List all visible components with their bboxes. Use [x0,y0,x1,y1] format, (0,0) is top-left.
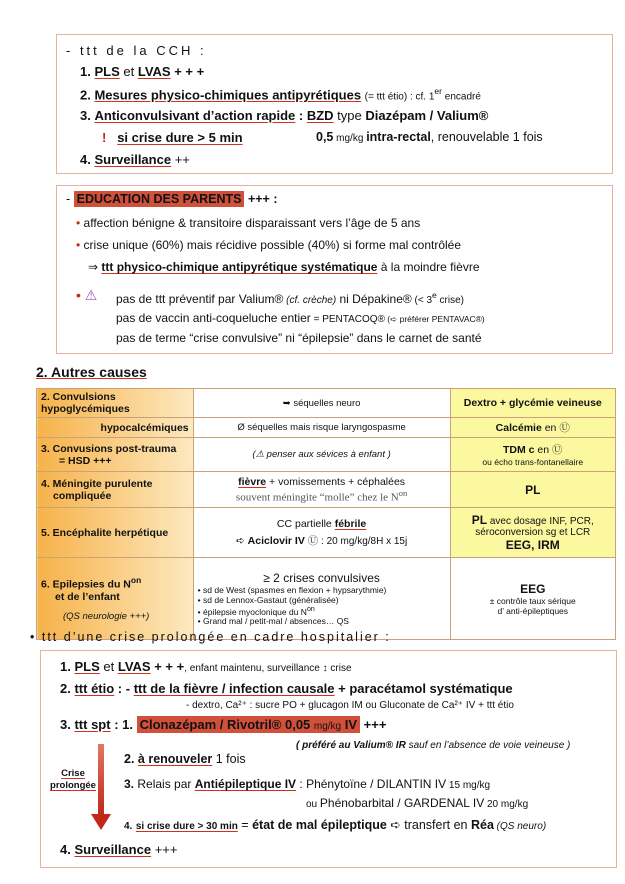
cause-cell: 6. Epilepsies du $N^{on}$ et de l’enfant (QS neurologie +++) [37,558,194,640]
cch-line-3b: ! si crise dure > 5 min [102,130,243,145]
list-item: • sd de Lennox-Gastaut (généralisée) [197,594,339,605]
consequence-cell: Ø séquelles mais risque laryngospasme [193,418,450,438]
exam-cell: Dextro + glycémie veineuse [450,389,616,418]
side-label-crise-prolongee: Crise prolongée [50,768,96,791]
consequence-cell: ➥ séquelles neuro [193,389,450,418]
section-title-autres-causes: 2. Autres causes [36,364,147,380]
arrow-down-icon [91,814,111,830]
prolonged-line-2b: - dextro, Ca²⁺ : sucre PO + glucagon IM ou Gluconate de Ca²⁺ IV + ttt étio [186,700,514,711]
education-bullet-4: pas de ttt préventif par Valium® (cf. crèche) ni Dépakine® (< $3^e$ crise) [116,290,464,306]
prolonged-line-3: 3. ttt spt : 1. Clonazépam / Rivotril® 0,05 mg/kg IV +++ [60,717,387,732]
prolonged-line-2: 2. ttt étio : - ttt de la fièvre / infection causale + paracétamol systématique [60,681,513,696]
exam-cell: EEG ± contrôle taux sérique d’ anti-épileptiques [450,558,616,640]
education-bullet-3: ⇒ ttt physico-chimique antipyrétique systématique à la moindre fièvre [88,260,480,274]
table-row [37,389,616,418]
table-row [37,472,616,508]
cch-heading: - ttt de la CCH : [66,43,207,58]
list-item: • sd de West (spasmes en flexion + hypsarythmie) [197,584,387,595]
cause-cell: 5. Encéphalite herpétique [37,508,194,558]
table-row [37,418,616,438]
cause-cell: 2. Convulsions hypoglycémiques [37,389,194,418]
causes-table [36,388,616,640]
prolonged-step-4: 4. si crise dure > 30 min = état de mal épileptique ➪ transfert en Réa (QS neuro) [124,818,547,832]
cch-line-2: 2. Mesures physico-chimiques antipyrétiques (= ttt étio) : cf. 1er encadré [80,86,481,103]
prolonged-line-3b: ( préféré au Valium® IR sauf en l’absence de voie veineuse ) [296,740,571,751]
consequence-cell: fièvre + vomissements + céphalées souvent méningite “molle” chez le $N^{on}$ [193,472,450,508]
cause-cell: 3. Convusions post-trauma = HSD +++ [37,438,194,472]
cch-line-3: 3. Anticonvulsivant d’action rapide : BZD type Diazépam / Valium® [80,108,489,123]
prolonged-heading: • ttt d’une crise prolongée en cadre hospitalier : [30,630,391,644]
exam-cell: PL avec dosage INF, PCR, séroconversion sg et LCR EEG, IRM [450,508,616,558]
cch-line-4: 4. Surveillance ++ [80,152,190,167]
consequence-cell: CC partielle fébrile ➪ Aciclovir IV Ⓤ : 20 mg/kg/8H x 15j [193,508,450,558]
exam-cell: Calcémie en Ⓤ [450,418,616,438]
warning-icon: • ⚠ [76,287,98,303]
prolonged-step-3b: ou Phénobarbital / GARDENAL IV 20 mg/kg [306,796,529,810]
cch-line-1: 1. PLS et LVAS + + + [80,64,205,79]
cause-cell: hypocalcémiques [37,418,194,438]
prolonged-step-2: 2. à renouveler 1 fois [124,752,246,766]
exam-cell: TDM c en Ⓤ ou écho trans-fontanellaire [450,438,616,472]
education-bullet-1: • affection bénigne & transitoire disparaissant vers l’âge de 5 ans [76,216,421,230]
arrow-down-line [98,744,104,816]
table-row [37,438,616,472]
cause-cell: 4. Méningite purulente compliquée [37,472,194,508]
prolonged-step-3: 3. Relais par Antiépileptique IV : Phénytoïne / DILANTIN IV 15 mg/kg [124,777,491,791]
education-heading: - EDUCATION DES PARENTS +++ : [66,192,278,206]
exam-cell: PL [450,472,616,508]
education-bullet-2: • crise unique (60%) mais récidive possible (40%) si forme mal contrôlée [76,238,462,252]
table-row [37,508,616,558]
table-row [37,558,616,640]
list-item: • Grand mal / petit-mal / absences… QS [197,616,349,627]
prolonged-line-1: 1. PLS et LVAS + + +, enfant maintenu, surveillance ↕ crise [60,659,352,674]
education-bullet-5: pas de vaccin anti-coqueluche entier = PENTACOQ® (➪ préférer PENTAVAC®) [116,311,485,325]
prolonged-line-4: 4. Surveillance +++ [60,842,178,857]
consequence-cell: (⚠ penser aux sévices à enfant ) [193,438,450,472]
list-item: • épilepsie myoclonique du $N^{on}$ [197,604,315,617]
education-bullet-6: pas de terme “crise convulsive” ni “épilepsie” dans le carnet de santé [116,331,482,345]
consequence-cell: ≥ 2 crises convulsives • sd de West (spasmes en flexion + hypsarythmie) • sd de Lennox-Gastaut (généralisée) • épilepsie myoclonique du $N^{on}$ • Grand mal / petit-mal / absences… QS [193,558,450,640]
cch-line-3b-dose: 0,5 mg/kg intra-rectal, renouvelable 1 fois [316,130,543,144]
